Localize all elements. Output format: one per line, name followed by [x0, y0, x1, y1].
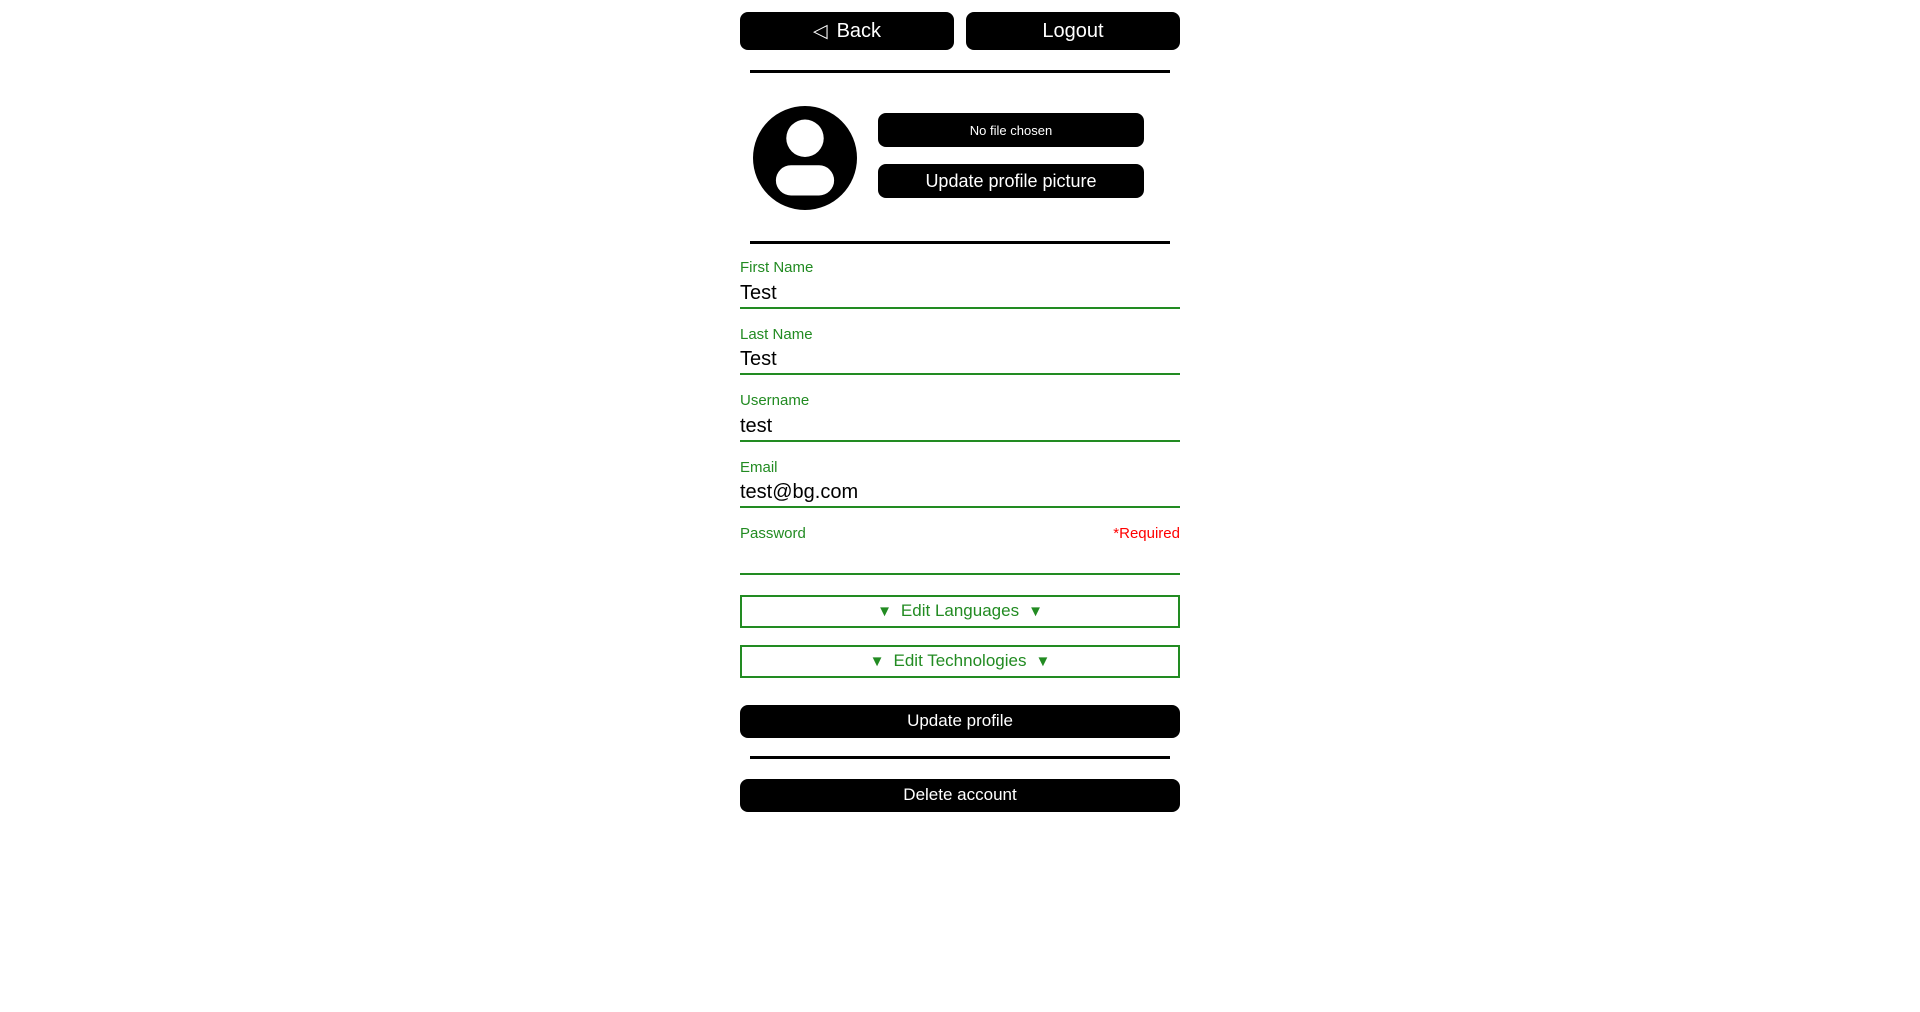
update-profile-label: Update profile: [907, 711, 1013, 730]
last-name-input[interactable]: [740, 344, 1180, 375]
email-input[interactable]: [740, 477, 1180, 508]
password-required-note: *Required: [1113, 525, 1180, 542]
logout-button-label: Logout: [1042, 19, 1104, 42]
logout-button[interactable]: [966, 12, 1180, 50]
back-arrow-icon: ◁: [812, 20, 828, 42]
section-divider-avatar: [750, 241, 1170, 244]
edit-languages-label: Edit Languages: [900, 601, 1020, 620]
edit-technologies-label: Edit Technologies: [893, 651, 1027, 670]
chevron-down-icon: ▼: [1035, 652, 1051, 670]
first-name-field-group: [740, 258, 1180, 309]
chevron-down-icon: ▼: [869, 652, 885, 670]
delete-account-label: Delete account: [903, 785, 1017, 804]
email-label: Email: [740, 458, 778, 476]
header-button-row: [740, 12, 1180, 50]
person-avatar-icon: [753, 106, 857, 210]
delete-account-button[interactable]: [740, 779, 1180, 812]
profile-picture-section: [740, 106, 1180, 210]
profile-picture-file-input[interactable]: [878, 113, 1144, 147]
section-divider-bottom: [750, 756, 1170, 759]
chevron-down-icon: ▼: [1028, 602, 1043, 620]
first-name-input[interactable]: [740, 278, 1180, 309]
username-input[interactable]: [740, 411, 1180, 442]
first-name-label: First Name: [740, 259, 814, 276]
last-name-field-group: [740, 325, 1180, 376]
update-profile-picture-button[interactable]: [878, 164, 1144, 198]
username-field-group: [740, 391, 1180, 442]
password-label-row: [740, 524, 1180, 544]
profile-page: [740, 0, 1180, 812]
password-label: Password: [740, 525, 806, 542]
back-button[interactable]: [740, 12, 954, 50]
last-name-label: Last Name: [740, 325, 813, 343]
profile-form: [740, 258, 1180, 738]
back-button-label: Back: [836, 19, 882, 42]
password-field-group: [740, 524, 1180, 575]
update-profile-button[interactable]: [740, 705, 1180, 738]
email-field-group: [740, 458, 1180, 509]
username-label: Username: [740, 392, 810, 409]
file-input-status-label: No file chosen: [969, 122, 1053, 138]
profile-picture-controls: [878, 106, 1144, 198]
section-divider-top: [750, 70, 1170, 73]
avatar: [753, 106, 857, 210]
chevron-down-icon: ▼: [877, 602, 892, 620]
password-input[interactable]: [740, 544, 1180, 575]
edit-technologies-button[interactable]: [740, 645, 1180, 678]
edit-languages-button[interactable]: [740, 595, 1180, 628]
update-profile-picture-label: Update profile picture: [925, 170, 1097, 191]
